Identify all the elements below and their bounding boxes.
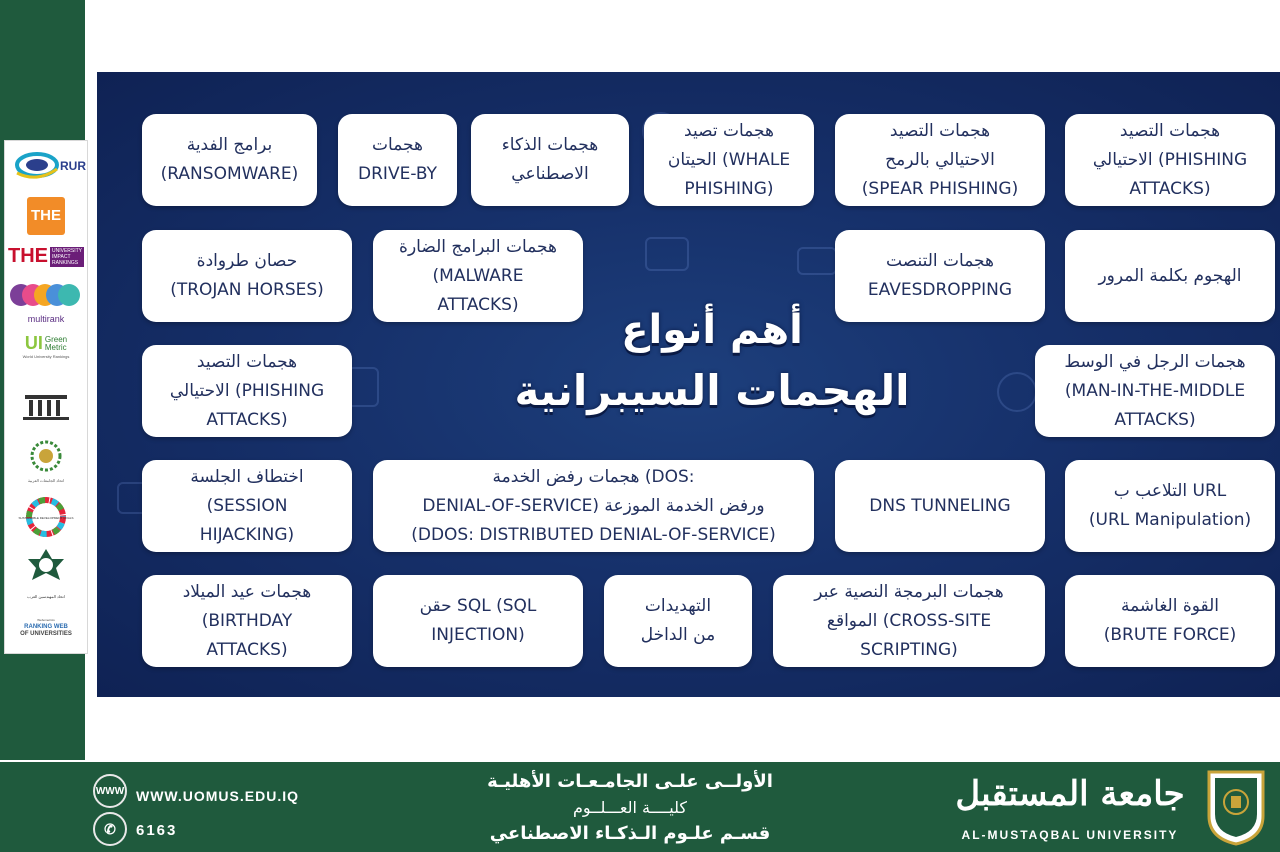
attack-sql-injection-box: حقن SQL (SQL INJECTION) [373,575,583,667]
attack-password-box: الهجوم بكلمة المرور [1065,230,1275,322]
attack-dns-tunneling-box: DNS TUNNELING [835,460,1045,552]
rur-logo [9,147,86,183]
attack-phishing-box-2: هجمات التصيد الاحتيالي (PHISHING ATTACKS) [142,345,352,437]
attack-mitm-box: هجمات الرجل في الوسط (MAN-IN-THE-MIDDLE ATTACKS) [1035,345,1275,437]
arab-universities-union-logo: اتحاد الجامعات العربية [9,439,83,483]
webometrics-logo: Webometrics RANKING WEB OF UNIVERSITIES [20,618,72,637]
institution-building-icon [9,391,83,423]
attack-session-hijacking-box: اختطاف الجلسة (SESSION HIJACKING) [142,460,352,552]
attack-whale-phishing-box: هجمات تصيد الحيتان (WHALE PHISHING) [644,114,814,206]
phone-icon: ✆ [93,812,127,846]
arab-engineers-federation-logo: اتحاد المهندسين العرب [9,547,83,599]
title-line-2: الهجمات السيبرانية [514,366,910,415]
attack-ai-box: هجمات الذكاء الاصطناعي [471,114,629,206]
attack-eavesdropping-box: هجمات التنصت EAVESDROPPING [835,230,1045,322]
multirank-circles-icon [9,281,83,309]
multirank-logo: multirank [9,281,83,321]
laurel-emblem-icon [9,439,83,473]
greenmetric-logo: UI Green Metric World University Rankings [22,333,70,359]
footer-taglines [420,768,840,848]
star-emblem-icon [9,547,83,589]
university-name-ar: جامعة المستقبل [955,774,1185,814]
cyber-attacks-infographic [97,72,1280,697]
attack-url-manipulation-box: التلاعب ب URL (URL Manipulation) [1065,460,1275,552]
attack-phishing-box: هجمات التصيد الاحتيالي (PHISHING ATTACKS) [1065,114,1275,206]
attack-ransomware-box: برامج الفدية (RANSOMWARE) [142,114,317,206]
svg-text:SUSTAINABLE DEVELOPMENT GOALS: SUSTAINABLE DEVELOPMENT GOALS [18,516,74,520]
attack-malware-box: هجمات البرامج الضارة (MALWARE ATTACKS) [373,230,583,322]
attack-xss-box: هجمات البرمجة النصية عبر المواقع (CROSS-SITE SCRIPTING) [773,575,1045,667]
attack-birthday-box: هجمات عيد الميلاد (BIRTHDAY ATTACKS) [142,575,352,667]
attack-drive-by-box: هجمات DRIVE-BY [338,114,457,206]
title-line-1: أهم أنواع [621,307,803,353]
website-link[interactable]: WWW.UOMUS.EDU.IQ [136,788,299,804]
footer-tagline-2: كليــــة العـــلــوم [572,798,688,817]
university-name-en: AL-MUSTAQBAL UNIVERSITY [961,828,1179,842]
phone-number: 6163 [136,822,178,839]
the-logo: THE [9,197,83,235]
sdgs-logo [9,497,83,537]
attack-spear-phishing-box: هجمات التصيد الاحتيالي بالرمح (SPEAR PHISHING) [835,114,1045,206]
globe-icon: WWW [93,774,127,808]
rankings-logo-column [4,140,88,654]
footer-tagline-3: قسـم علـوم الـذكـاء الاصطناعي [489,823,771,844]
rur-globe-icon [9,147,86,183]
the-impact-rankings-logo: THE UNIVERSITY IMPACT RANKINGS [8,245,83,267]
svg-text:RUR: RUR [60,159,86,173]
footer-tagline-1: الأولــى علـى الجامـعـات الأهليـة [487,771,773,792]
university-crest-icon [1205,768,1267,846]
attack-insider-threats-box: التهديدات من الداخل [604,575,752,667]
attack-trojan-box: حصان طروادة (TROJAN HORSES) [142,230,352,322]
attack-brute-force-box: القوة الغاشمة (BRUTE FORCE) [1065,575,1275,667]
sdg-wheel-icon [9,497,83,537]
attack-dos-ddos-box: هجمات رفض الخدمة (DOS: DENIAL-OF-SERVICE) ورفض الخدمة الموزعة (DDOS: DISTRIBUTED DENIAL-OF-SERVICE) [373,460,814,552]
